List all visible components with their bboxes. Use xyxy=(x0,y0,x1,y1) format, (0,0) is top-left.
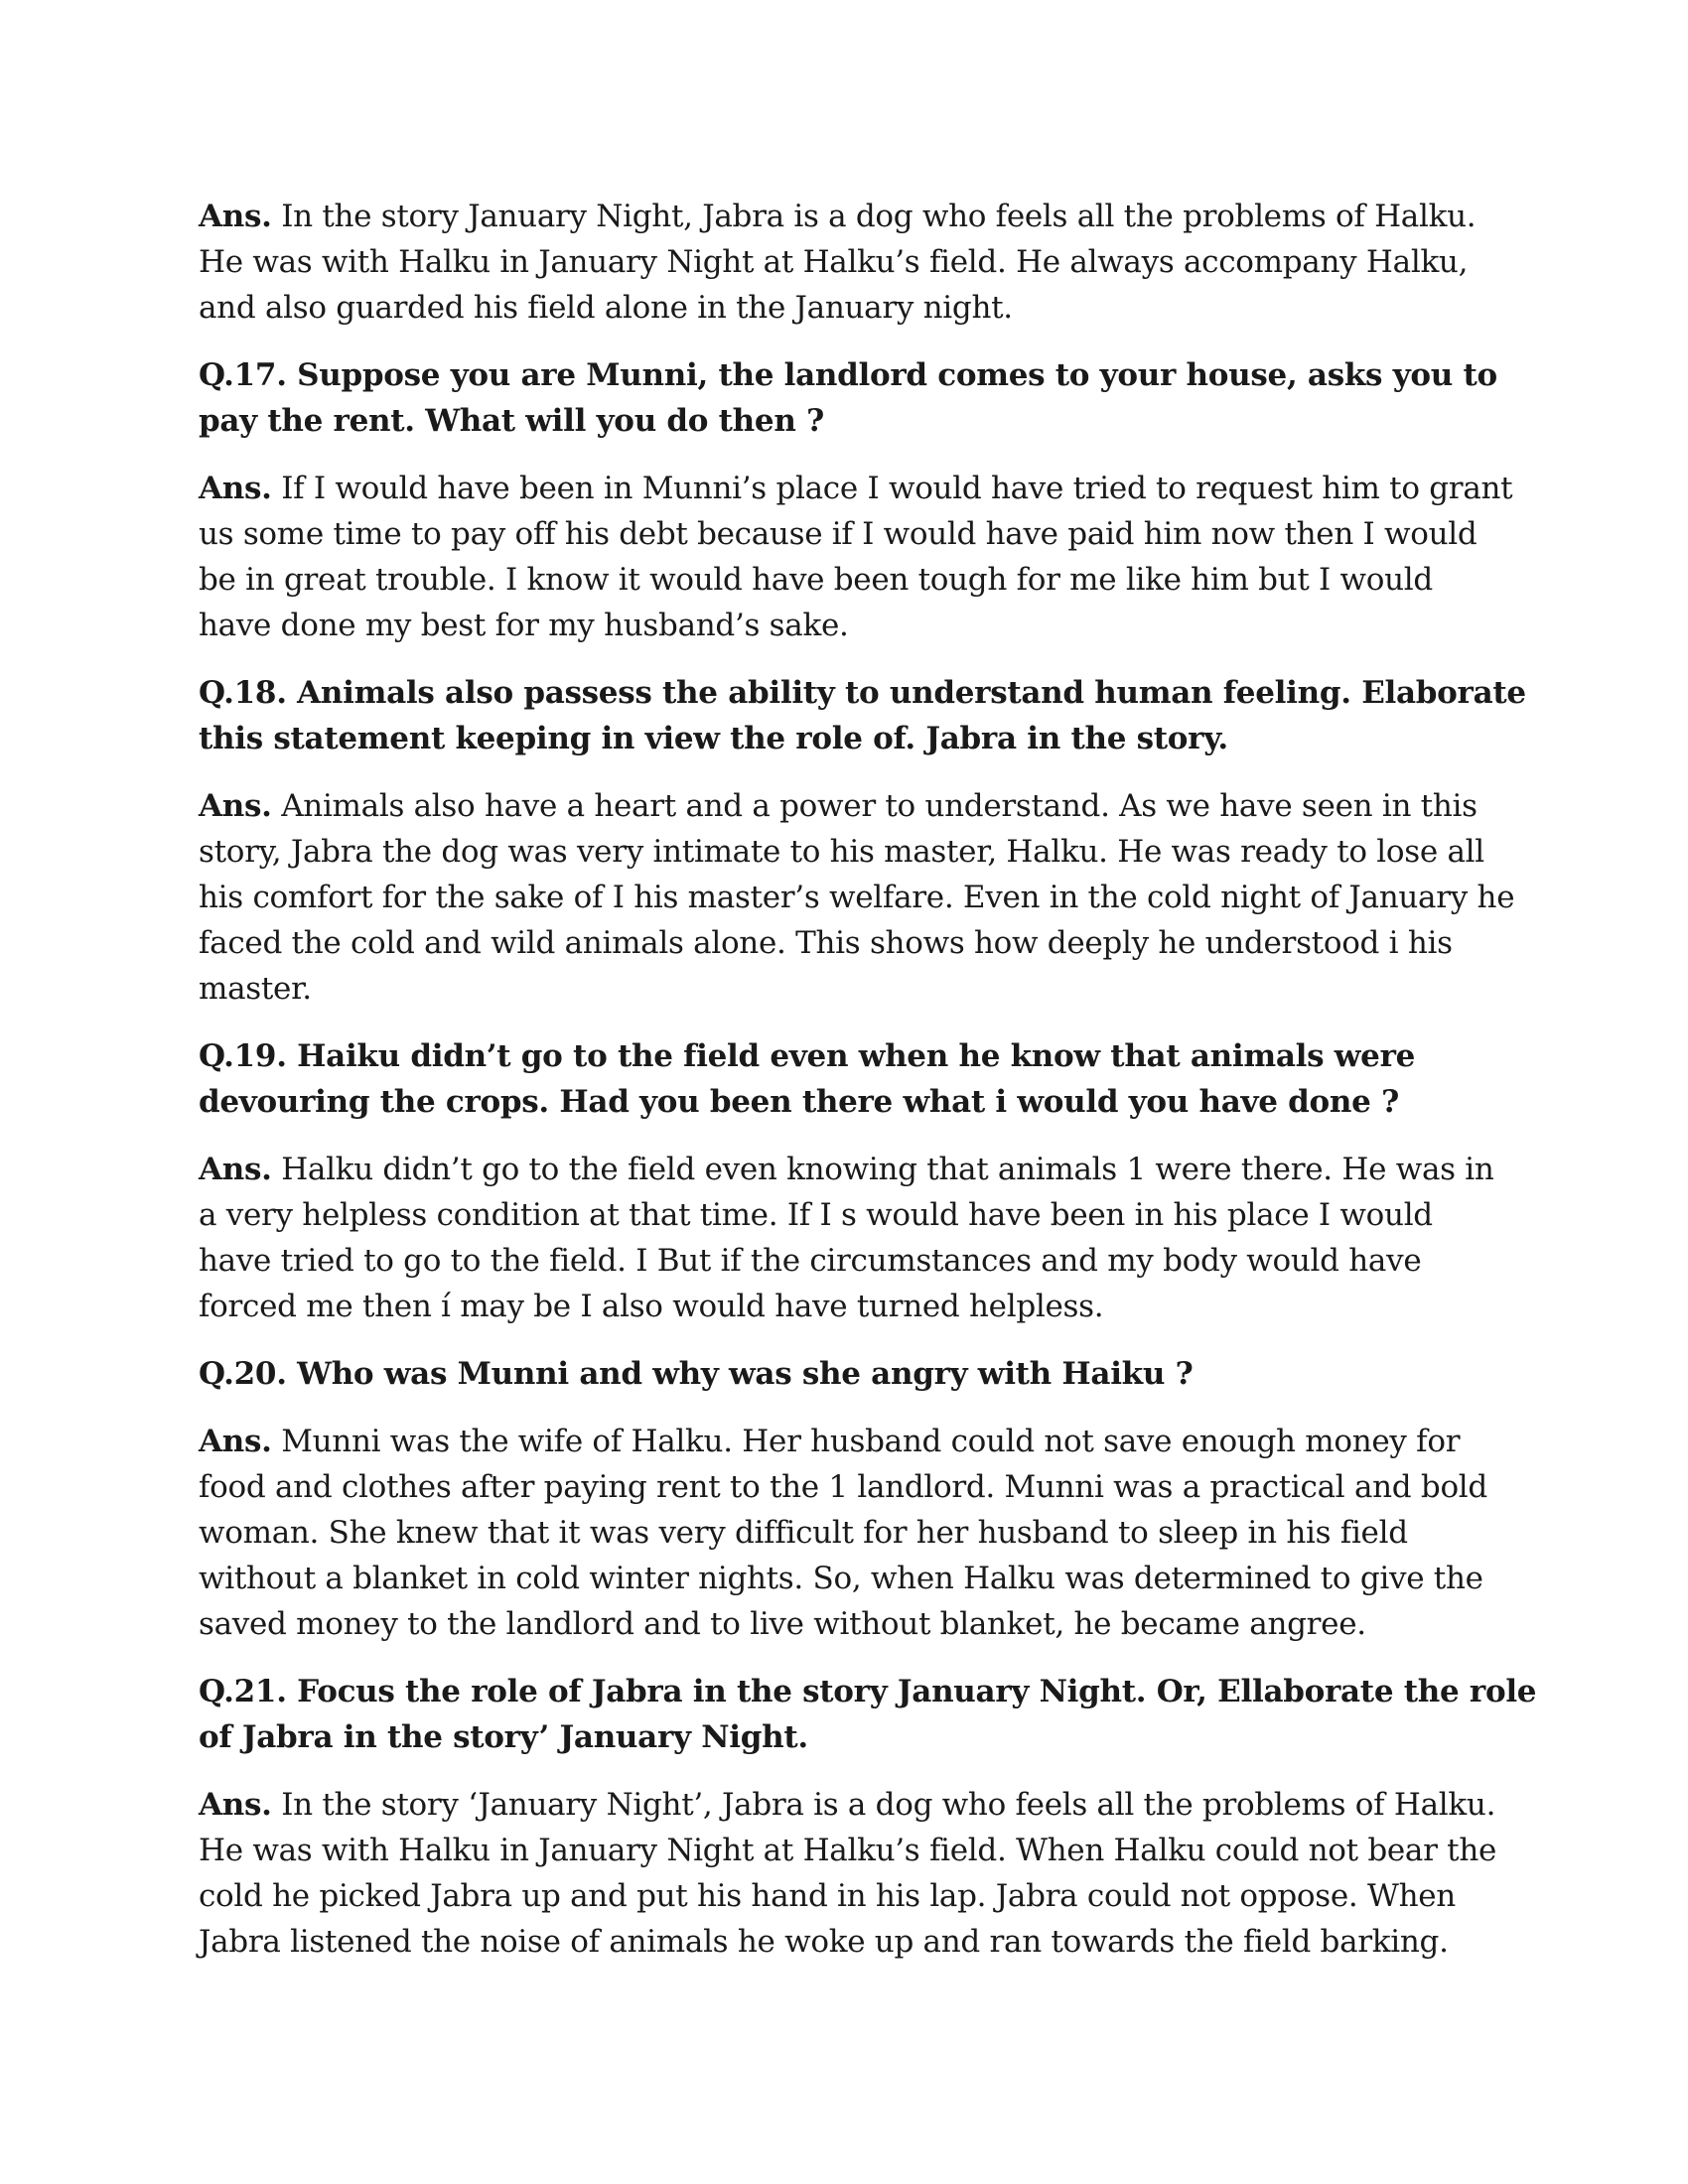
question-line: of Jabra in the story’ January Night. xyxy=(199,1719,808,1755)
answer-line: Ans. In the story ‘January Night’, Jabra is a dog who feels all the problems of Halku. xyxy=(199,1787,1496,1823)
question-line: Q.19. Haiku didn’t go to the field even when he know that animals were xyxy=(199,1038,1416,1074)
document-page xyxy=(199,194,1537,1986)
question-line: this statement keeping in view the role of. Jabra in the story. xyxy=(199,721,1228,756)
answer-line: story, Jabra the dog was very intimate to his master, Halku. He was ready to lose all xyxy=(199,834,1484,870)
answer-line: have tried to go to the field. I But if the circumstances and my body would have xyxy=(199,1243,1422,1279)
answer-line: master. xyxy=(199,971,312,1007)
answer-line: Ans. In the story January Night, Jabra is a dog who feels all the problems of Halku. xyxy=(199,199,1477,234)
answer-line: faced the cold and wild animals alone. This shows how deeply he understood i his xyxy=(199,925,1453,961)
question-line: devouring the crops. Had you been there what i would you have done ? xyxy=(199,1084,1399,1120)
ans-label: Ans. xyxy=(199,1424,272,1459)
question-line: Q.17. Suppose you are Munni, the landlord comes to your house, asks you to xyxy=(199,357,1497,393)
answer-line: us some time to pay off his debt because if I would have paid him now then I would xyxy=(199,516,1477,552)
answer-line: woman. She knew that it was very difficult for her husband to sleep in his field xyxy=(199,1515,1408,1551)
ans-label: Ans. xyxy=(199,199,272,234)
ans-label: Ans. xyxy=(199,471,272,506)
answer-17 xyxy=(199,466,1513,648)
answer-line: Ans. Animals also have a heart and a power to understand. As we have seen in this xyxy=(199,788,1477,824)
answer-line: and also guarded his field alone in the January night. xyxy=(199,290,1013,326)
answer-line: saved money to the landlord and to live without blanket, he became angree. xyxy=(199,1606,1366,1642)
question-line: Q.18. Animals also passess the ability to understand human feeling. Elaborate xyxy=(199,675,1526,711)
answer-line: cold he picked Jabra up and put his hand in his lap. Jabra could not oppose. When xyxy=(199,1878,1456,1914)
answer-line: Ans. Munni was the wife of Halku. Her husband could not save enough money for xyxy=(199,1424,1461,1459)
answer-line: his comfort for the sake of I his master’s welfare. Even in the cold night of January he xyxy=(199,880,1515,915)
answer-20 xyxy=(199,1419,1509,1647)
ans-label: Ans. xyxy=(199,1152,272,1187)
answer-16 xyxy=(199,194,1509,331)
question-line: pay the rent. What will you do then ? xyxy=(199,403,824,439)
answer-19 xyxy=(199,1147,1509,1329)
answer-line: forced me then í may be I also would have turned helpless. xyxy=(199,1289,1104,1324)
question-18 xyxy=(199,670,1526,761)
answer-18 xyxy=(199,783,1515,1012)
question-19 xyxy=(199,1033,1509,1125)
answer-line: He was with Halku in January Night at Halku’s field. When Halku could not bear the xyxy=(199,1833,1497,1868)
question-21 xyxy=(199,1669,1537,1760)
answer-line: food and clothes after paying rent to the 1 landlord. Munni was a practical and bold xyxy=(199,1469,1487,1505)
question-line: Q.20. Who was Munni and why was she angry with Haiku ? xyxy=(199,1356,1194,1392)
answer-21 xyxy=(199,1782,1509,1965)
answer-line: Jabra listened the noise of animals he woke up and ran towards the field barking. xyxy=(199,1924,1449,1960)
answer-line: have done my best for my husband’s sake. xyxy=(199,608,849,643)
question-20 xyxy=(199,1351,1509,1397)
answer-line: a very helpless condition at that time. If I s would have been in his place I would xyxy=(199,1197,1433,1233)
question-line: Q.21. Focus the role of Jabra in the story January Night. Or, Ellaborate the role xyxy=(199,1674,1537,1709)
ans-label: Ans. xyxy=(199,788,272,824)
answer-line: without a blanket in cold winter nights. So, when Halku was determined to give the xyxy=(199,1561,1483,1596)
answer-line: Ans. If I would have been in Munni’s place I would have tried to request him to grant xyxy=(199,471,1513,506)
ans-label: Ans. xyxy=(199,1787,272,1823)
question-17 xyxy=(199,352,1509,444)
answer-line: be in great trouble. I know it would have been tough for me like him but I would xyxy=(199,562,1433,598)
answer-line: Ans. Halku didn’t go to the field even knowing that animals 1 were there. He was in xyxy=(199,1152,1494,1187)
answer-line: He was with Halku in January Night at Halku’s field. He always accompany Halku, xyxy=(199,244,1469,280)
